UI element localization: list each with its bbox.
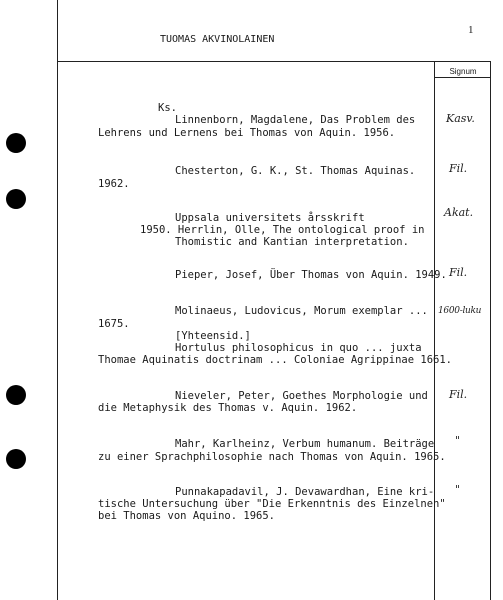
punch-hole [6, 449, 26, 469]
card-title: TUOMAS AKVINOLAINEN [160, 34, 275, 45]
signum-column-right-rule [490, 61, 491, 600]
entry-1-line-2: Linnenborn, Magdalene, Das Problem des [175, 114, 416, 126]
entry-3-signum: Akat. [444, 206, 474, 219]
entry-1-line-3: Lehrens und Lernens bei Thomas von Aquin. 1956. [98, 127, 396, 139]
punch-hole [6, 133, 26, 153]
entry-7-line-1: Mahr, Karlheinz, Verbum humanum. Beiträge [175, 438, 435, 450]
entry-2-line-1: Chesterton, G. K., St. Thomas Aquinas. [175, 165, 416, 177]
left-margin-rule [57, 0, 58, 600]
entry-5-line-3: [Yhteensid.] [175, 330, 251, 342]
entry-8-line-2: tische Untersuchung über "Die Erkenntnis des Einzelnen" [98, 498, 446, 510]
entry-4-signum: Fil. [449, 266, 468, 279]
entry-8-line-1: Punnakapadavil, J. Devawardhan, Eine kri- [175, 486, 435, 498]
entry-1-line-1: Ks. [158, 102, 177, 114]
entry-2-signum: Fil. [449, 162, 468, 175]
header-rule [57, 61, 490, 62]
signum-column-left-rule [434, 61, 435, 600]
entry-8-signum: " [455, 483, 461, 496]
punch-hole [6, 385, 26, 405]
entry-7-signum: " [455, 434, 461, 447]
entry-6-line-1: Nieveler, Peter, Goethes Morphologie und [175, 390, 428, 402]
entry-8-line-3: bei Thomas von Aquino. 1965. [98, 510, 276, 522]
entry-5-signum: 1600-luku [438, 306, 482, 316]
entry-5-line-4: Hortulus philosophicus in quo ... juxta [175, 342, 422, 354]
entry-3-line-2: 1950. Herrlin, Olle, The ontological proof in [140, 224, 425, 236]
entry-3-line-1: Uppsala universitets årsskrift [175, 212, 365, 224]
entry-6-line-2: die Metaphysik des Thomas v. Aquin. 1962. [98, 402, 358, 414]
page-number: 1 [468, 24, 474, 36]
entry-1-signum: Kasv. [446, 112, 475, 125]
entry-5-line-1: Molinaeus, Ludovicus, Morum exemplar ... [175, 305, 428, 317]
punch-hole [6, 189, 26, 209]
entry-2-line-2: 1962. [98, 178, 130, 190]
entry-5-line-2: 1675. [98, 318, 130, 330]
entry-3-line-3: Thomistic and Kantian interpretation. [175, 236, 409, 248]
entry-5-line-5: Thomae Aquinatis doctrinam ... Coloniae Agrippinae 1661. [98, 354, 453, 366]
entry-6-signum: Fil. [449, 388, 468, 401]
signum-column-header: Signum [449, 67, 477, 76]
entry-7-line-2: zu einer Sprachphilosophie nach Thomas von Aquin. 1965. [98, 451, 446, 463]
entry-4-line-1: Pieper, Josef, Über Thomas von Aquin. 1949. [175, 269, 447, 281]
